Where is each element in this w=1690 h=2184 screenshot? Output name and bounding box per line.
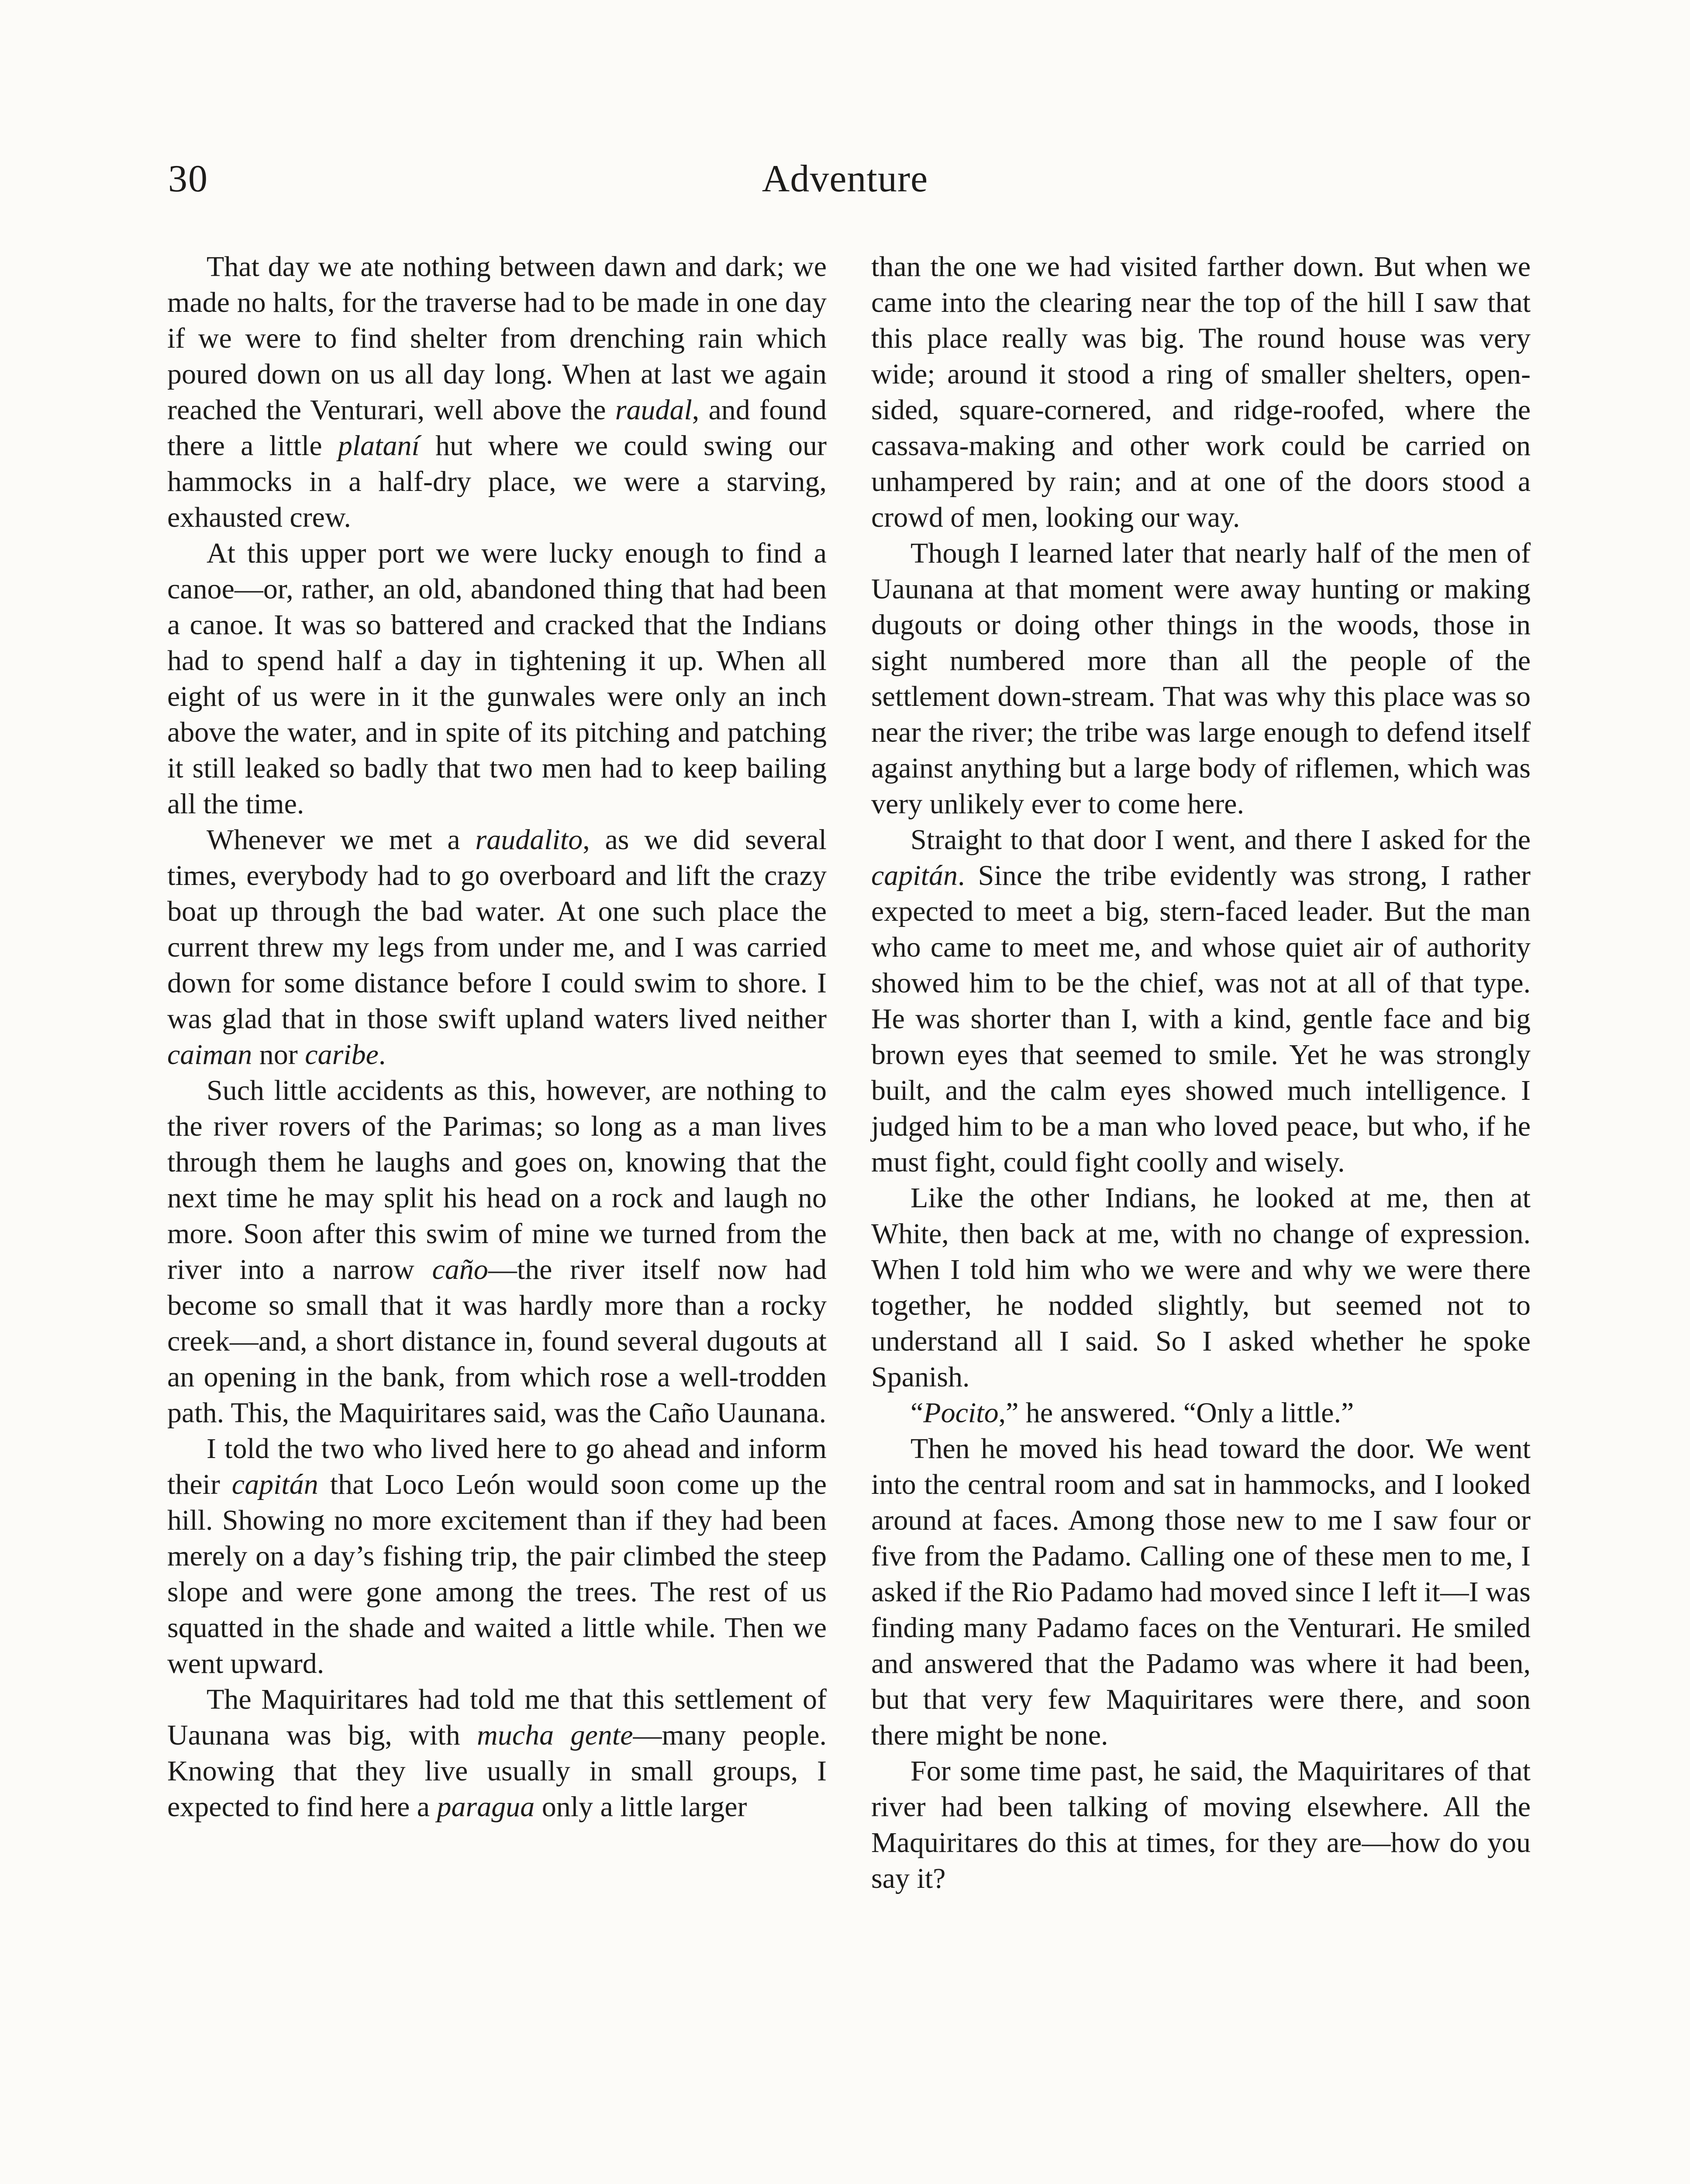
text-run: nor: [252, 1039, 305, 1071]
text-run: The Maquiritares had told me that this settlement of Uaunana was big, with: [167, 1683, 827, 1751]
text-run: . Since the tribe evidently was strong, I rather expected to meet a big, stern-faced leader. But the man who came to meet me, and whose quiet air of authority showed him to be the chief, was not at all of that type. He was shorter than I, with a kind, gentle face and big brown eyes that seemed to smile. Yet he was strongly built, and the calm eyes showed much intelligence. I judged him to be a man who loved peace, but who, if he must fight, could fight coolly and wisely.: [871, 860, 1531, 1178]
text-run: than the one we had visited farther down. But when we came into the clearing near the top of the hill I saw that this place really was big. The round house was very wide; around it stood a ring of smaller shelters, open-sided, square-cornered, and ridge-roofed, where the cassava-making and other work could be carried on unhampered by rain; and at one of the doors stood a crowd of men, looking our way.: [871, 251, 1531, 533]
text-run: Such little accidents as this, however, are nothing to the river rovers of the Parimas; so long as a man lives through them he laughs and goes on, knowing that the next time he may split his head on a rock and laugh no more. Soon after this swim of mine we turned from the river into a narrow: [167, 1075, 827, 1286]
page-header: [168, 155, 1522, 203]
paragraph-continued: [871, 249, 1531, 536]
running-title: Adventure: [762, 158, 928, 200]
text-run: At this upper port we were lucky enough to find a canoe—or, rather, an old, abandoned thing that had been a canoe. It was so battered and cracked that the Indians had to spend half a day in tightening it up. When all eight of us were in it the gunwales were only an inch above the water, and in spite of its pitching and patching it still leaked so badly that two men had to keep bailing all the time.: [167, 537, 827, 820]
text-run: only a little larger: [535, 1791, 747, 1823]
text-run: For some time past, he said, the Maquiritares of that river had been talking of moving elsewhere. All the Maquiritares do this at times, for they are—how do you say it?: [871, 1755, 1531, 1894]
left-column: [167, 249, 827, 1825]
italic-text-run: caribe: [305, 1039, 379, 1071]
text-run: “: [911, 1397, 924, 1429]
text-run: —the river itself now had become so small that it was hardly more than a rocky creek—and, a short distance in, found several dugouts at an opening in the bank, from which rose a well-trodden path. This, the Maquiritares said, was the Caño Uaunana.: [167, 1254, 827, 1429]
paragraph: [871, 1180, 1531, 1395]
paragraph: [871, 822, 1531, 1180]
text-run: Straight to that door I went, and there I asked for the: [911, 824, 1531, 856]
text-run: —many people. Knowing that they live usually in small groups, I expected to find here a: [167, 1719, 827, 1823]
italic-text-run: mucha gente: [477, 1719, 633, 1751]
text-run: ,” he answered. “Only a little.”: [998, 1397, 1354, 1429]
right-column: [871, 249, 1531, 1897]
paragraph: [167, 536, 827, 822]
text-run: That day we ate nothing between dawn and dark; we made no halts, for the traverse had to be made in one day if we were to find shelter from drenching rain which poured down on us all day long. When at last we again reached the Venturari, well above the: [167, 251, 827, 426]
paragraph: [167, 1431, 827, 1682]
text-run: Though I learned later that nearly half of the men of Uaunana at that moment were away hunting or making dugouts or doing other things in the woods, those in sight numbered more than all the people of the settlement down-stream. That was why this place was so near the river; the tribe was large enough to defend itself against anything but a large body of riflemen, which was very unlikely ever to come here.: [871, 537, 1531, 820]
text-run: Whenever we met a: [207, 824, 476, 856]
paragraph: [167, 1073, 827, 1431]
text-run: that Loco León would soon come up the hill. Showing no more excitement than if they had been merely on a day’s fishing trip, the pair climbed the steep slope and were gone among the trees. The rest of us squatted in the shade and waited a little while. Then we went upward.: [167, 1469, 827, 1679]
text-run: .: [378, 1039, 386, 1071]
text-run: , and found there a little: [167, 394, 827, 462]
text-run: hut where we could swing our hammocks in a half-dry place, we were a starving, exhausted crew.: [167, 430, 827, 533]
italic-text-run: plataní: [338, 430, 420, 462]
italic-text-run: capitán: [231, 1469, 318, 1500]
italic-text-run: caiman: [167, 1039, 252, 1071]
paragraph: [871, 1431, 1531, 1753]
paragraph: [167, 1682, 827, 1825]
page-number: 30: [168, 158, 208, 200]
paragraph: [167, 249, 827, 536]
italic-text-run: caño: [432, 1254, 488, 1286]
italic-text-run: paragua: [437, 1791, 535, 1823]
italic-text-run: raudalito: [475, 824, 583, 856]
text-run: , as we did several times, everybody had to go overboard and lift the crazy boat up through the bad water. At one such place the current threw my legs from under me, and I was carried down for some distance before I could swim to shore. I was glad that in those swift upland waters lived neither: [167, 824, 827, 1035]
paragraph: [167, 822, 827, 1073]
text-run: Then he moved his head toward the door. We went into the central room and sat in hammocks, and I looked around at faces. Among those new to me I saw four or five from the Padamo. Calling one of these men to me, I asked if the Rio Padamo had moved since I left it—I was finding many Padamo faces on the Venturari. He smiled and answered that the Padamo was where it had been, but that very few Maquiritares were there, and soon there might be none.: [871, 1433, 1531, 1751]
paragraph: [871, 536, 1531, 822]
paragraph: [871, 1395, 1531, 1431]
paragraph: [871, 1753, 1531, 1897]
text-run: I told the two who lived here to go ahead and inform their: [167, 1433, 827, 1500]
italic-text-run: raudal: [615, 394, 692, 426]
italic-text-run: Pocito: [923, 1397, 999, 1429]
italic-text-run: capitán: [871, 860, 958, 892]
text-run: Like the other Indians, he looked at me, then at White, then back at me, with no change of expression. When I told him who we were and why we were there together, he nodded slightly, but seemed not to understand all I said. So I asked whether he spoke Spanish.: [871, 1182, 1531, 1393]
